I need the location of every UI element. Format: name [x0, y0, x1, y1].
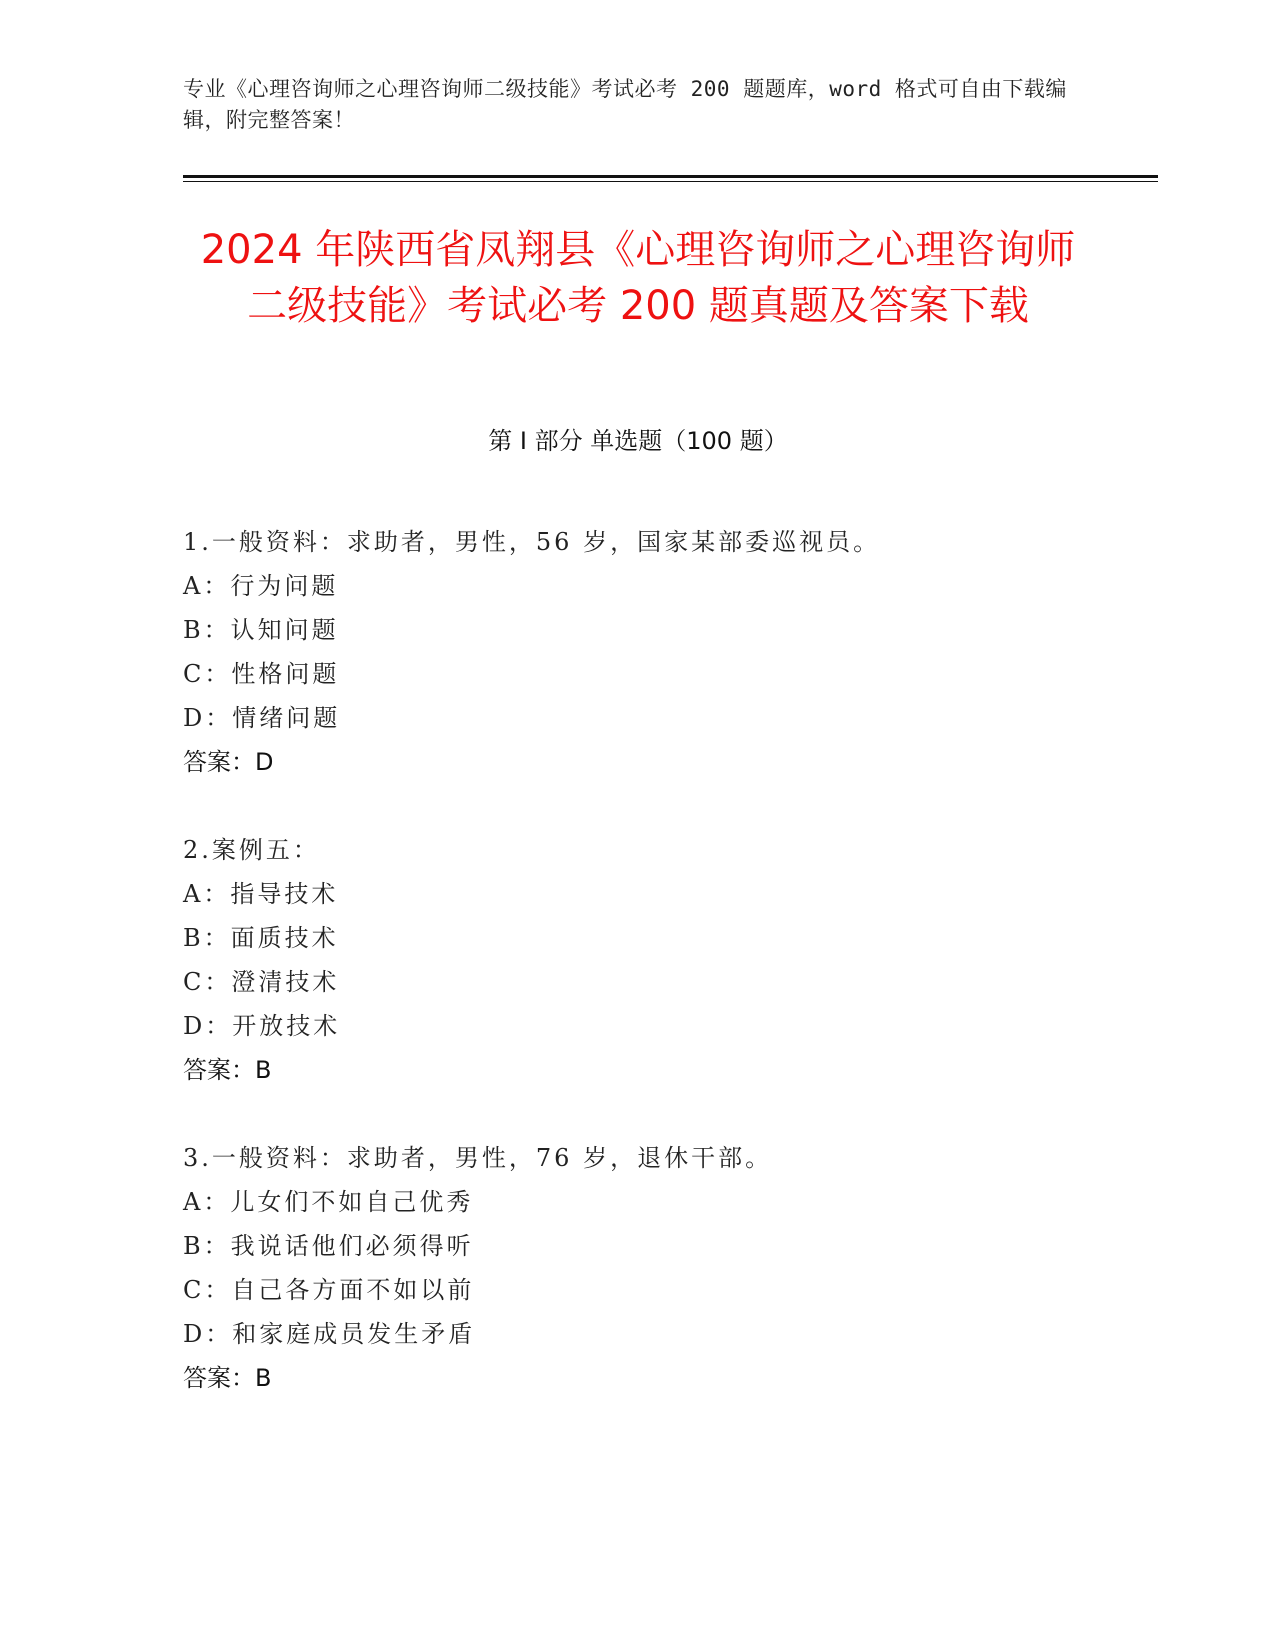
question-stem: 1.一般资料：求助者，男性，56 岁，国家某部委巡视员。	[183, 528, 881, 556]
answer-line: 答案：B	[183, 1056, 272, 1084]
option-a: A：儿女们不如自己优秀	[183, 1188, 474, 1216]
answer-line: 答案：D	[183, 748, 274, 776]
option-c: C：性格问题	[183, 660, 340, 688]
header-rule-thin	[183, 181, 1158, 182]
option-a: A：行为问题	[183, 572, 339, 600]
question-3	[183, 1136, 1133, 1400]
option-d: D：和家庭成员发生矛盾	[183, 1320, 476, 1348]
document-title: 2024 年陕西省凤翔县《心理咨询师之心理咨询师二级技能》考试必考 200 题真题及答案下载	[200, 227, 1076, 329]
option-b: B：认知问题	[183, 616, 339, 644]
option-c: C：自己各方面不如以前	[183, 1276, 475, 1304]
question-stem: 2.案例五：	[183, 836, 320, 864]
option-d: D：情绪问题	[183, 704, 341, 732]
question-stem: 3.一般资料：求助者，男性，76 岁，退休干部。	[183, 1144, 773, 1172]
header-rule-thick	[183, 175, 1158, 178]
question-2	[183, 828, 1133, 1092]
question-1	[183, 520, 1133, 784]
option-d: D：开放技术	[183, 1012, 341, 1040]
option-b: B：面质技术	[183, 924, 339, 952]
option-b: B：我说话他们必须得听	[183, 1232, 474, 1260]
header-note: 专业《心理咨询师之心理咨询师二级技能》考试必考 200 题题库，word 格式可自由下载编辑，附完整答案！	[183, 77, 1067, 132]
option-c: C：澄清技术	[183, 968, 340, 996]
option-a: A：指导技术	[183, 880, 339, 908]
question-list	[183, 520, 1133, 1444]
answer-line: 答案：B	[183, 1364, 272, 1392]
section-heading: 第 I 部分 单选题（100 题）	[488, 427, 788, 455]
